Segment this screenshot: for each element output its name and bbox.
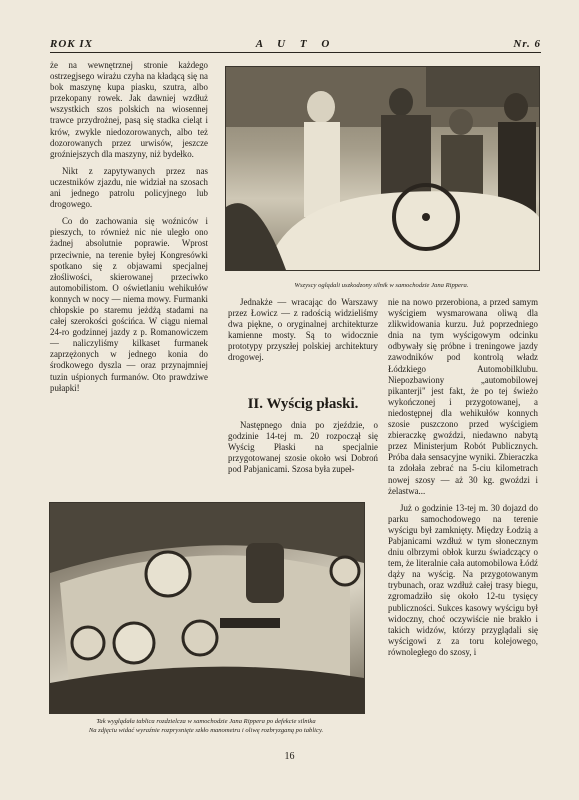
section-heading: II. Wyścig płaski. bbox=[247, 396, 359, 412]
paragraph: Następnego dnia po zjeździe, o godzinie 14-tej m. 20 rozpoczął się Wyścig Płaski na specjalnie przygotowanej szosie około wsi Dobroń pod Pabjanicami. Szosa była zupeł- bbox=[228, 420, 378, 475]
column-middle bbox=[228, 297, 378, 370]
running-header bbox=[50, 38, 541, 52]
column-left bbox=[50, 60, 208, 400]
paragraph: Jednakże — wracając do Warszawy przez Łowicz — z radością widzieliśmy dwa piękne, o oryginalnej architekturze kamienne mosty. Są to widocznie prototypy przyszłej polskiej architektury drogowej. bbox=[228, 297, 378, 363]
caption-line: Na zdjęciu widać wyraźnie rozprysnięte szkło manometru i oliwę rozbryzganą po tablicy. bbox=[88, 727, 324, 734]
paragraph: Już o godzinie 13-tej m. 30 dojazd do parku samochodowego na terenie wyścigu był zamknięty. Między Łodzią a Pabjanicami wzdłuż w tym słonecznym dniu olbrzymi obłok kurzu świadczący o tem, że literalnie cała automobilowa Łódź dąży na wyścig. Na przygotowanym trybunach, oraz wzdłuż całej trasy biegu, zgromadziło się około 12-tu tysięcy publiczności. Sukces kasowy wyścigu był widoczny, choć oczywiście nie brakło i takich widzów, którzy przyglądali się wyścigowi z za toru kolejowego, równoległego do szosy, i bbox=[388, 502, 538, 657]
photo-caption: Wszyscy oglądali uszkodzony silnik w samochodzie Jana Rippera. bbox=[294, 282, 469, 289]
paragraph: Nikt z zapytywanych przez nas uczestników zjazdu, nie widział na szosach ani jednego patrolu policyjnego lub drogowego. bbox=[50, 165, 208, 210]
column-right bbox=[388, 297, 538, 664]
page-number: 16 bbox=[284, 751, 295, 762]
photo-mechanics-at-race-car bbox=[225, 66, 540, 271]
issue-number: Nr. 6 bbox=[513, 38, 541, 50]
paragraph: że na wewnętrznej stronie każdego ostrzegjsego wirażu czyha na kładącą się na bok maszynę kupa piasku, szutra, albo przekopany rowek. Jak dawniej wzdłuż wszystkich szos polskich na wiosennej trawce przydrożnej, pasą się stadka cieląt i krów, zwykle niedozorowanych, albo też dozorowanych przez urwisów, jeszcze groźniejszych dla maszyny, niż bydełko. bbox=[50, 60, 208, 159]
header-rule bbox=[50, 52, 541, 53]
column-middle-section bbox=[228, 420, 378, 481]
photo-dashboard-after-defect bbox=[49, 502, 365, 714]
paragraph: nie na nowo przerobiona, a przed samym wyścigiem wysmarowana oliwą dla zlikwidowania kurzu. Już poprzedniego dnia na tym wyścigowym odcinku odbywały się próbne i treningowe jazdy zawodników pod kontrolą władz Łódzkiego Automobilklubu. Niepozbawiony „automobilowej pikanterji" jest fakt, że po tej świeżo wykończonej i przygotowanej, a niedostępnej dla wehikułów konnych szosie puszczono przed wyścigiem zbieraczkę gwoździ, niedawno nabytą przez Ministerjum Robót Publicznych. Próba dała sensacyjne wyniki. Zbieraczka ta zdołała zebrać na 5-ciu kilometrach nowej szosy — aż 30 kg. gwoździ i żelastwa... bbox=[388, 297, 538, 496]
volume-label: ROK IX bbox=[50, 38, 93, 50]
magazine-title: A U T O bbox=[255, 38, 336, 50]
photo-caption bbox=[49, 717, 363, 735]
paragraph: Co do zachowania się woźniców i pieszych, to również nic nie uległo ono żadnej absolutnie poprawie. Wprost przeciwnie, na terenie byłej Kongresówki spotkano się z objawami specjalnej złośliwości, skierowanej przeciwko automobilistom. O oświetlaniu wehikułów konnych w nocy — niema mowy. Furmanki chłopskie po staremu jeżdżą stadami na całej szerokości gościńca. W ciągu niemal 24-ro godzinnej jazdy z p. Romanowiczem — naliczyliśmy kilkaset furmanek zaprzężonych w jednego konia do środkowego dyszla — oraz przynajmniej tuzin uśpionych furmanów. Oto prawdziwe pułapki! bbox=[50, 216, 208, 393]
caption-line: Tak wyglądała tablica rozdzielcza w samochodzie Jana Rippera po defekcie silnika bbox=[96, 718, 316, 725]
